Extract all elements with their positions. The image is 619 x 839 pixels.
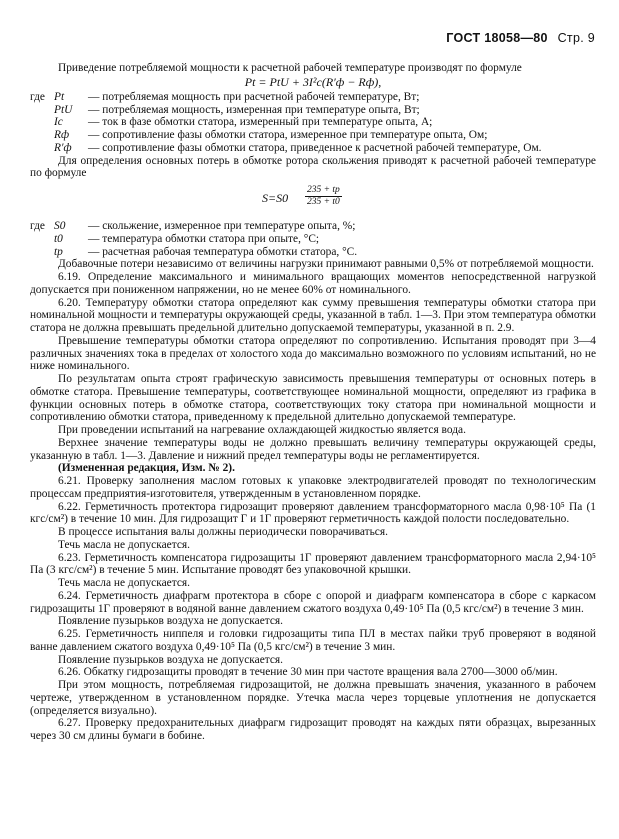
definition-text: — скольжение, измеренное при температуре опыта, %; <box>88 220 356 232</box>
definition-text: — температура обмотки статора при опыте, °С; <box>88 232 320 245</box>
slip-formula <box>30 183 596 217</box>
paragraph: По результатам опыта строят графическую зависимость превышения температуры от основных потерь в обмотке статора. Превышение температуры, соответствующее номинальной мощности, определяют из графика в функции основных потерь в обмотке статора, соответствующих току статора при номинальной мощности и сопротивлению обмотки статора, приведенному к предельной длительно допускаемой температуре. <box>30 373 596 424</box>
paragraph: Добавочные потери независимо от величины нагрузки принимают равными 0,5% от потребляемой мощности. <box>58 258 594 271</box>
definition-row <box>30 246 596 259</box>
paragraph: Появление пузырьков воздуха не допускается. <box>58 653 284 666</box>
slip-formula-fraction <box>305 185 342 208</box>
paragraph: Превышение температуры обмотки статора определяют по сопротивлению. Испытания проводят при 3—4 различных значениях тока в пределах от холостого хода до максимально возможного по условиям испытаний, но не ниже номинального. <box>30 334 596 373</box>
definition-symbol: t0 <box>54 232 63 245</box>
definition-row <box>30 142 596 155</box>
paragraph: 6.22. Герметичность протектора гидрозащит проверяют давлением трансформаторного масла 0,98·10⁵ Па (1 кгс/см²) в течение 10 мин. Для гидрозащит Г и 1Г проверяют герметичность каждой полости последовательно. <box>30 500 596 526</box>
power-formula: Pt = PtU + 3I²c(R′ф − Rф), <box>244 74 382 89</box>
paragraph: Течь масла не допускается. <box>58 577 190 589</box>
definition-row <box>30 233 596 246</box>
formula2-definitions <box>30 220 596 258</box>
definition-row <box>30 116 596 129</box>
paragraph: При проведении испытаний на нагревание охлаждающей жидкостью является вода. <box>58 424 466 436</box>
definition-lead <box>30 104 54 117</box>
paragraph: 6.23. Герметичность компенсатора гидрозащиты 1Г проверяют давлением трансформаторного масла 2,94·10⁵ Па (3 кгс/см²) в течение 5 мин. Испытание проводят без упаковочной крышки. <box>30 551 596 577</box>
slip-formula-denominator: 235 + t0 <box>307 197 340 207</box>
definition-lead <box>30 246 54 259</box>
paragraph: 6.26. Обкатку гидрозащиты проводят в течение 30 мин при частоте вращения вала 2700—3000 об/мин. <box>58 666 558 679</box>
page-header <box>440 31 595 45</box>
definition-text: — потребляемая мощность, измеренная при температуре опыта, Вт; <box>88 103 420 116</box>
paragraph: 6.27. Проверку предохранительных диафрагм гидрозащит проводят на каждых пяти образцах, вырезанных через 30 см длины бумаги в бобине. <box>30 717 596 742</box>
definition-lead: где <box>30 220 45 232</box>
definition-symbol: S0 <box>54 220 66 232</box>
slip-intro-paragraph: Для определения основных потерь в обмотке ротора скольжения приводят к расчетной рабочей температуре по формуле <box>30 154 596 180</box>
paragraphs <box>30 258 596 743</box>
document-body <box>30 62 596 743</box>
definition-lead <box>30 233 54 246</box>
paragraph: 6.19. Определение максимального и минимального вращающих моментов непосредственной нагрузкой допускается при пониженном напряжении, но не менее 60% от номинального. <box>30 271 596 296</box>
intro-paragraph: Приведение потребляемой мощности к расчетной рабочей температуре производят по формуле <box>58 62 522 74</box>
definition-symbol: Ic <box>54 116 63 129</box>
definition-symbol: PtU <box>54 103 73 116</box>
definition-row <box>30 91 596 104</box>
paragraph: При этом мощность, потребляемая гидрозащитой, не должна превышать значения, указанного в рабочем чертеже, утвержденном в установленном порядке. Утечка масла через торцевые уплотнения не допускается (определяется визуально). <box>30 679 596 717</box>
page-number: Стр. 9 <box>557 31 595 45</box>
definition-row <box>30 220 596 233</box>
paragraph: 6.25. Герметичность ниппеля и головки гидрозащиты типа ПЛ в местах пайки труб проверяют в водяной ванне давлением сжатого воздуха 0,49·10⁵ Па (0,5 кгс/см²) в течение 3 мин. <box>30 628 596 653</box>
definition-symbol: Rф <box>54 129 70 141</box>
definition-symbol: R′ф <box>54 141 72 154</box>
definition-lead <box>30 142 54 155</box>
slip-formula-lhs: S=S0 <box>262 191 289 205</box>
paragraph: Верхнее значение температуры воды не должно превышать величину температуры окружающей среды, указанную в табл. 1—3. Давление и нижний предел температуры воды не регламентируется. <box>30 436 596 462</box>
formula1-definitions <box>30 91 596 155</box>
definition-text: — ток в фазе обмотки статора, измеренный при температуре опыта, А; <box>88 116 433 129</box>
paragraph: В процессе испытания валы должны периодически поворачиваться. <box>58 526 388 538</box>
definition-text: — потребляемая мощность при расчетной рабочей температуре, Вт; <box>88 90 420 103</box>
definition-row <box>30 129 596 142</box>
paragraph: 6.20. Температуру обмотки статора определяют как сумму превышения температуры обмотки статора при номинальной мощности и температуры окружающей среды, указанной в табл. 1—3. При этом температура обмотки статора не должна превышать предельной длительно допускаемой температуры, указанной в п. 2.9. <box>30 296 596 334</box>
definition-lead <box>30 116 54 129</box>
definition-symbol: tp <box>54 245 63 258</box>
definition-row <box>30 104 596 117</box>
slip-formula-numerator: 235 + tp <box>307 185 340 195</box>
definition-text: — сопротивление фазы обмотки статора, приведенное к расчетной рабочей температуре, Ом. <box>88 141 542 154</box>
paragraph: Течь масла не допускается. <box>58 538 190 551</box>
definition-text: — расчетная рабочая температура обмотки статора, °С. <box>88 245 358 258</box>
definition-text: — сопротивление фазы обмотки статора, измеренное при температуре опыта, Ом; <box>88 129 488 141</box>
definition-symbol: Pt <box>54 90 65 103</box>
paragraph: Появление пузырьков воздуха не допускается. <box>58 615 284 628</box>
gost-number: ГОСТ 18058—80 <box>446 31 548 45</box>
definition-lead: где <box>30 90 45 103</box>
paragraph: 6.21. Проверку заполнения маслом готовых к упаковке электродвигателей проводят по технологическим процессам предприятия-изготовителя, утвержденным в установленном порядке. <box>30 475 596 500</box>
paragraph: 6.24. Герметичность диафрагм протектора в сборе с опорой и диафрагм компенсатора в сборе с каркасом гидрозащиты 1Г проверяют в водяной ванне давлением сжатого воздуха 0,49·10⁵ Па (0,5 кгс/см²) в течение 3 мин. <box>30 589 596 615</box>
paragraph: (Измененная редакция, Изм. № 2). <box>58 462 235 475</box>
definition-lead <box>30 129 54 142</box>
